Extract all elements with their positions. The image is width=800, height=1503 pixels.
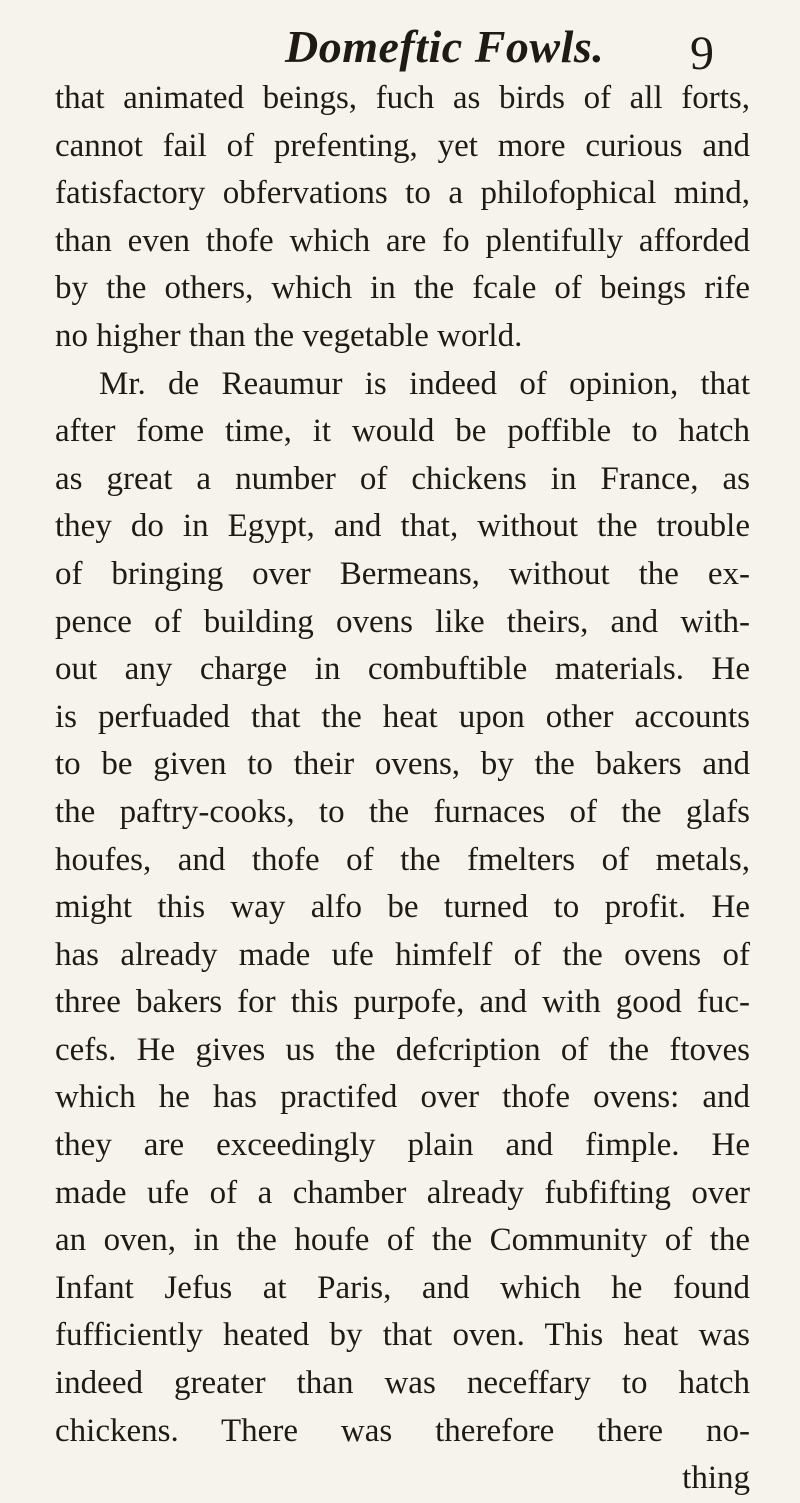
text-line: chickens. There was therefore there no- [55,1412,750,1449]
text-line: Infant Jefus at Paris, and which he found [55,1269,750,1306]
text-line: they do in Egypt, and that, without the trouble [55,508,750,545]
text-line: pence of building ovens like theirs, and with- [55,603,750,640]
text-line: might this way alfo be turned to profit. He [55,889,750,926]
text-line: cefs. He gives us the defcription of the ftoves [55,1031,750,1068]
text-line: fufficiently heated by that oven. This heat was [55,1317,750,1354]
text-line: of bringing over Bermeans, without the ex- [55,555,750,592]
catchword: thing [682,1460,750,1497]
text-line: out any charge in combuftible materials. He [55,651,750,688]
text-line: after fome time, it would be poffible to hatch [55,413,750,450]
text-line: the paftry-cooks, to the furnaces of the glafs [55,793,750,830]
running-title: Domeftic Fowls. [285,21,605,72]
text-line: indeed greater than was neceffary to hatch [55,1365,750,1402]
text-line: made ufe of a chamber already fubfifting over [55,1174,750,1211]
text-line: that animated beings, fuch as birds of all forts, [55,80,750,116]
text-line: they are exceedingly plain and fimple. He [55,1127,750,1164]
text-line: an oven, in the houfe of the Community of the [55,1222,750,1259]
text-line: cannot fail of prefenting, yet more curious and [55,127,750,164]
body-text [55,75,750,1503]
text-line: as great a number of chickens in France, as [55,460,750,497]
text-line: has already made ufe himfelf of the ovens of [55,936,750,973]
text-line: than even thofe which are fo plentifully afforded [55,222,750,259]
text-line: fatisfactory obfervations to a philofophical mind, [55,175,750,212]
text-line: three bakers for this purpofe, and with good fuc- [55,984,750,1021]
text-line: houfes, and thofe of the fmelters of metals, [55,841,750,878]
text-line: by the others, which in the fcale of beings rife [55,270,750,307]
text-line: which he has practifed over thofe ovens: and [55,1079,750,1116]
text-line: no higher than the vegetable world. [55,317,523,354]
page-number: 9 [690,27,714,80]
text-line: is perfuaded that the heat upon other accounts [55,698,750,735]
text-line: to be given to their ovens, by the bakers and [55,746,750,783]
text-line: Mr. de Reaumur is indeed of opinion, that [99,365,750,402]
running-head [0,10,800,80]
